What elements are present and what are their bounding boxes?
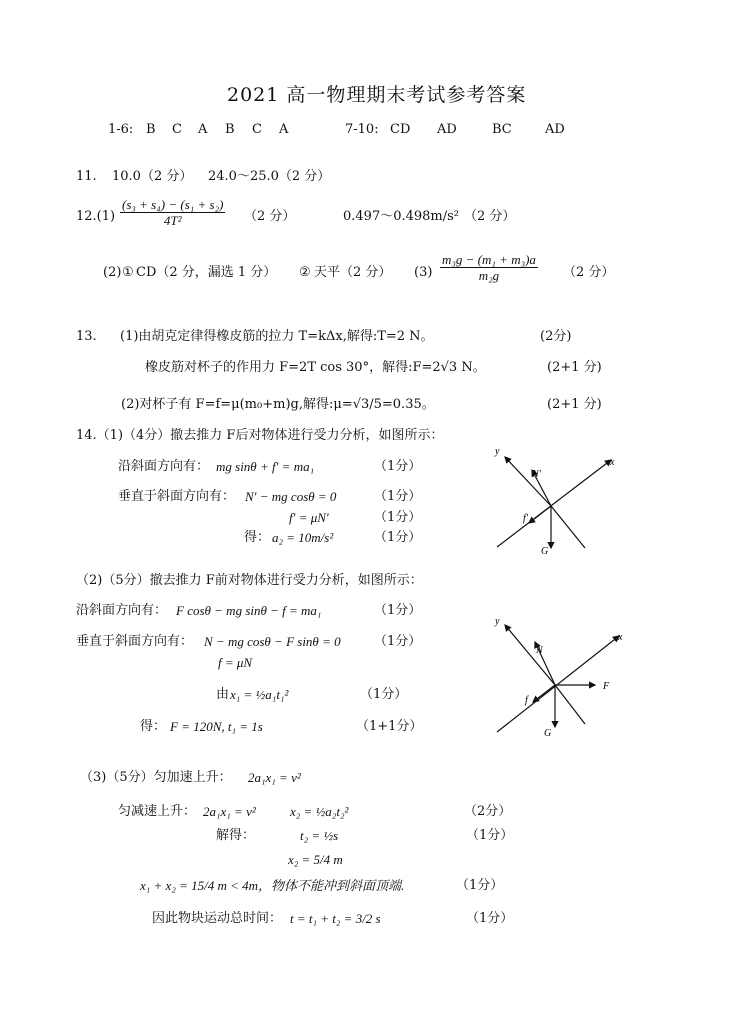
q11-answer-1: 10.0（2 分）	[112, 169, 193, 184]
label-x: x	[610, 457, 615, 468]
q14-p3-label: 匀减速上升：	[118, 804, 197, 819]
mc-answer: B	[225, 122, 235, 137]
q14-p2-score: （1+1分）	[356, 719, 423, 734]
q14-p1-label: 垂直于斜面方向有：	[118, 489, 236, 504]
q14-p3-score: （1分）	[456, 878, 504, 893]
label-x: x	[618, 632, 623, 643]
incline-line	[551, 506, 585, 548]
q14-p3-eq: 2a₁x₁ = v²	[203, 804, 256, 819]
q14-p2-score: （1分）	[374, 603, 422, 618]
q14-p2-label: 得：	[140, 719, 167, 734]
q13-score-2: (2+1 分)	[547, 360, 602, 375]
q14-p1-label: 得：	[244, 530, 271, 545]
q12-frac1-den: 4T²	[163, 213, 182, 228]
mc-answer: A	[198, 122, 208, 137]
q14-p1-eq: a₂ = 10m/s²	[272, 530, 334, 545]
q12-score-2: （2 分）	[464, 209, 516, 224]
q13-number: 13.	[76, 329, 97, 344]
q14-p2-eq: f = μN	[218, 655, 253, 670]
q14-p2-score: （1分）	[360, 687, 408, 702]
q14-p3-eq: x₂ = 5/4 m	[288, 852, 343, 867]
incline-line	[555, 685, 585, 724]
q11-number: 11.	[76, 169, 97, 184]
mc-group2-label: 7-10:	[345, 122, 379, 137]
q14-p2-eq: F = 120N, t₁ = 1s	[170, 719, 263, 734]
x-axis-line	[497, 460, 611, 547]
friction-arrow	[533, 685, 555, 702]
mc-answer: C	[252, 122, 262, 137]
q12-frac1-num: (s₃ + s₄) − (s₁ + s₂)	[122, 197, 224, 212]
q14-p3-eq: x₁ + x₂ = 15/4 m < 4m，物体不能冲到斜面顶端.	[140, 878, 405, 893]
q14-p2-label: 垂直于斜面方向有：	[76, 634, 194, 649]
label-push-force: F	[603, 681, 610, 692]
y-axis-line	[505, 625, 555, 685]
q12-fraction-1	[120, 198, 225, 227]
q14-p3-score: （1分）	[466, 911, 514, 926]
q13-line-3: (2)对杯子有 F=f=μ(m₀+m)g,解得:μ=√3/5=0.35。	[121, 397, 435, 412]
q14-p3-score: （2分）	[464, 804, 512, 819]
q12-part2-label: (2)	[103, 265, 122, 280]
y-axis-line	[505, 457, 551, 506]
q14-p1-label: 沿斜面方向有：	[118, 459, 210, 474]
label-friction: f′	[523, 513, 528, 524]
page-title: 2021 高一物理期末考试参考答案	[227, 84, 527, 106]
q14-p2-eq: x₁ = ½a₁t₁²	[230, 687, 289, 702]
q12-fraction-2	[440, 253, 538, 282]
x-axis-line	[497, 636, 619, 732]
q13-score-1: (2分)	[540, 329, 572, 344]
q14-p2-eq: F cosθ − mg sinθ − f = ma₁	[176, 603, 322, 618]
q14-p3-label: 解得：	[216, 828, 256, 843]
label-normal: N	[536, 645, 543, 656]
q14-p2-score: （1分）	[374, 634, 422, 649]
q13-score-3: (2+1 分)	[547, 397, 602, 412]
q12-part3-label: (3)	[414, 265, 433, 280]
q12-frac2-den: m₂g	[478, 268, 500, 283]
mc-answer: CD	[390, 122, 411, 137]
q14-p1-eq: f′ = μN′	[289, 510, 329, 525]
q14-p3-label: 因此物块运动总时间：	[152, 911, 283, 926]
q14-p3-eq: t₂ = ½s	[300, 828, 339, 843]
mc-group1-label: 1-6:	[108, 122, 134, 137]
q14-p3-eq: x₂ = ½a₂t₂²	[290, 804, 349, 819]
q12-number: 12.(1)	[76, 209, 116, 224]
q14-part3-heading: （3)（5分）匀加速上升：	[80, 770, 232, 785]
mc-answer: C	[172, 122, 182, 137]
q14-p1-score: （1分）	[374, 459, 422, 474]
q14-p1-eq: N′ − mg cosθ = 0	[245, 489, 337, 504]
q13-line-1: (1)由胡克定律得橡皮筋的拉力 T=kΔx,解得:T=2 N。	[120, 329, 434, 344]
force-diagram-1	[485, 440, 625, 570]
label-gravity: G	[544, 728, 552, 739]
q14-p3-score: （1分）	[466, 828, 514, 843]
q14-p2-label: 沿斜面方向有：	[76, 603, 168, 618]
q12-part2-answer-1: CD（2 分，漏选 1 分）	[136, 265, 277, 280]
q14-part2-heading: （2)（5分）撤去推力 F前对物体进行受力分析，如图所示：	[76, 573, 423, 588]
label-normal: N′	[532, 469, 541, 480]
q12-part2-answer-2: 天平（2 分）	[314, 265, 392, 280]
q14-p3-eq: 2a₁x₁ = v²	[248, 770, 301, 785]
mc-answer: B	[146, 122, 156, 137]
mc-answer: AD	[437, 122, 457, 137]
q12-score-3: （2 分）	[563, 265, 615, 280]
q14-p1-score: （1分）	[374, 489, 422, 504]
label-y: y	[495, 616, 500, 627]
label-y: y	[495, 446, 500, 457]
label-gravity: G	[541, 546, 549, 557]
force-diagram-2	[485, 612, 630, 742]
q14-part1-heading: 14.（1)（4分）撤去推力 F后对物体进行受力分析，如图所示：	[76, 428, 444, 443]
friction-arrow	[529, 506, 551, 523]
q13-line-2: 橡皮筋对杯子的作用力 F=2T cos 30°，解得:F=2√3 N。	[145, 360, 486, 375]
mc-answer: AD	[545, 122, 565, 137]
q14-p1-eq: mg sinθ + f′ = ma₁	[216, 459, 315, 474]
mc-answer: A	[279, 122, 289, 137]
q12-score-1: （2 分）	[244, 209, 296, 224]
q11-answer-2: 24.0～25.0（2 分）	[208, 169, 331, 184]
mc-answer: BC	[492, 122, 512, 137]
label-friction: f	[525, 695, 528, 706]
circled-1: ①	[122, 265, 134, 280]
q14-p1-score: （1分）	[374, 530, 422, 545]
q14-p2-label: 由	[216, 687, 230, 702]
q14-p3-eq: t = t₁ + t₂ = 3/2 s	[290, 911, 381, 926]
circled-2: ②	[299, 265, 311, 280]
q12-range: 0.497～0.498m/s²	[343, 209, 460, 224]
q14-p2-eq: N − mg cosθ − F sinθ = 0	[204, 634, 341, 649]
q12-frac2-num: m₃g − (m₁ + m₃)a	[442, 252, 536, 267]
q14-p1-score: （1分）	[374, 510, 422, 525]
